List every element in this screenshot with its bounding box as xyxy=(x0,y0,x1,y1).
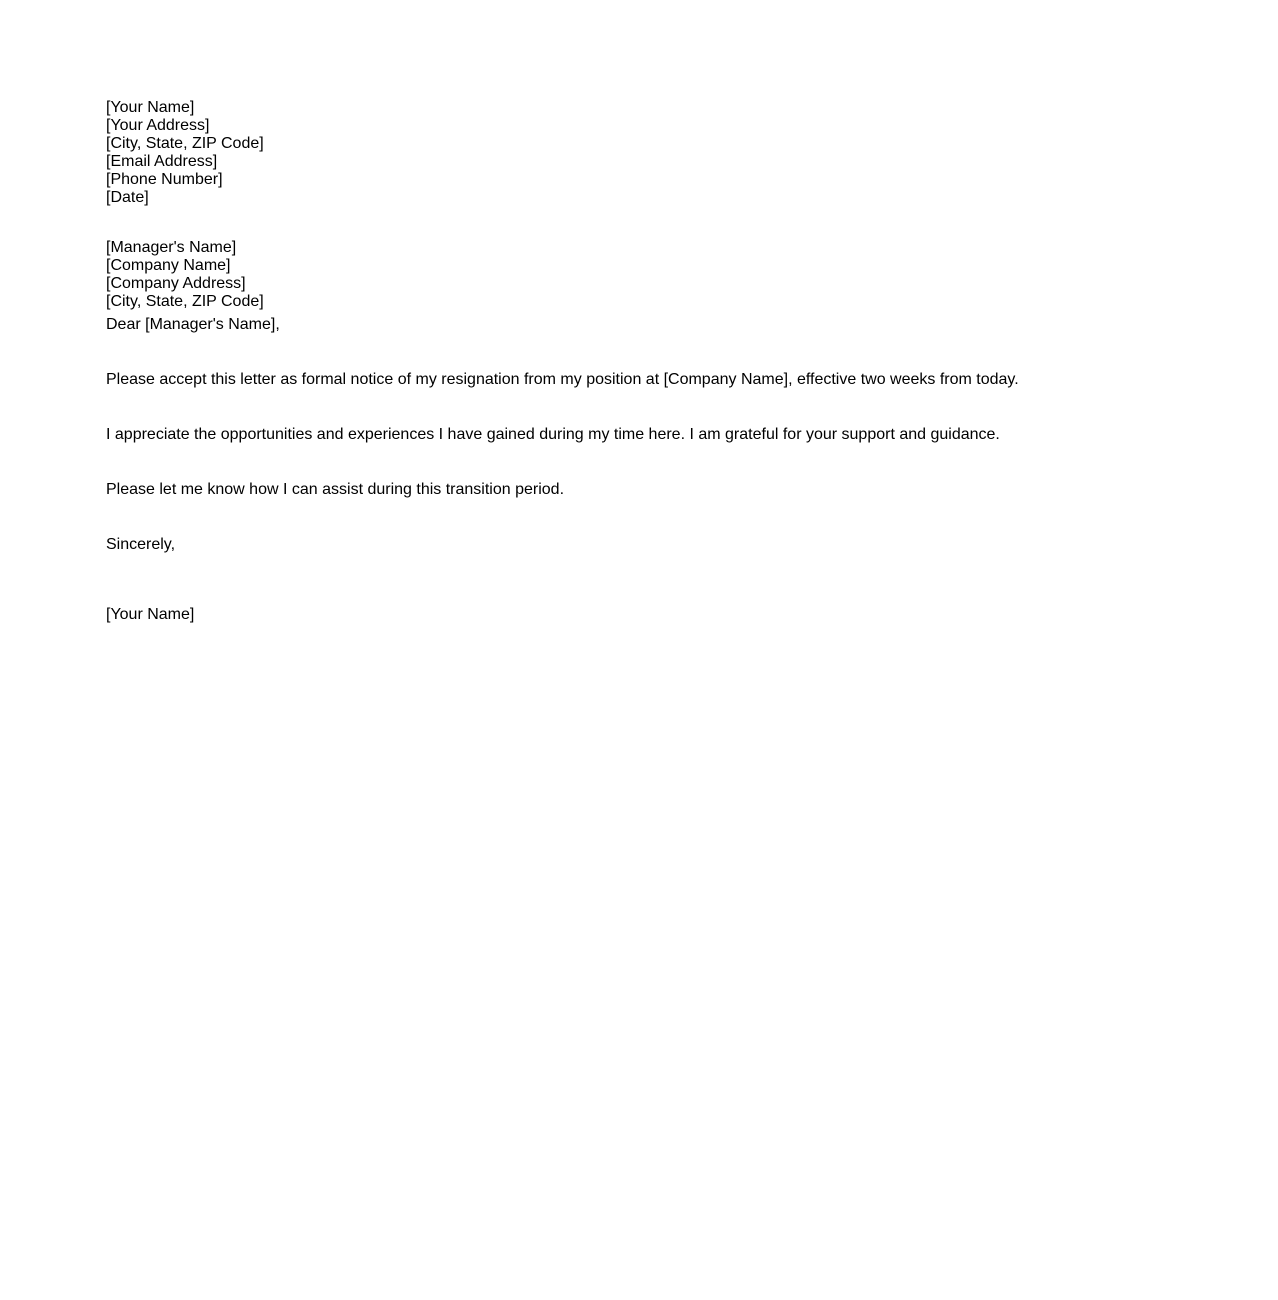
resignation-letter xyxy=(106,99,1206,624)
sender-address: [Your Address] xyxy=(106,117,210,134)
sender-phone: [Phone Number] xyxy=(106,171,223,188)
salutation: Dear [Manager's Name], xyxy=(106,316,280,333)
sender-email: [Email Address] xyxy=(106,153,218,170)
body-paragraph-transition: Please let me know how I can assist during this transition period. xyxy=(106,481,565,498)
sender-city-state-zip: [City, State, ZIP Code] xyxy=(106,135,264,152)
signature-name: [Your Name] xyxy=(106,606,195,623)
recipient-manager-name: [Manager's Name] xyxy=(106,239,237,256)
sender-name: [Your Name] xyxy=(106,99,195,116)
body-paragraph-appreciation: I appreciate the opportunities and experiences I have gained during my time here. I am grateful for your support and guidance. xyxy=(106,426,1000,443)
body-paragraph-resignation: Please accept this letter as formal notice of my resignation from my position at [Company Name], effective two weeks from today. xyxy=(106,371,1019,388)
recipient-city-state-zip: [City, State, ZIP Code] xyxy=(106,293,264,310)
sender-address-block xyxy=(106,99,1206,207)
closing: Sincerely, xyxy=(106,536,176,553)
recipient-address-block xyxy=(106,239,1206,311)
recipient-company-name: [Company Name] xyxy=(106,257,231,274)
letter-date: [Date] xyxy=(106,189,149,206)
recipient-company-address: [Company Address] xyxy=(106,275,246,292)
